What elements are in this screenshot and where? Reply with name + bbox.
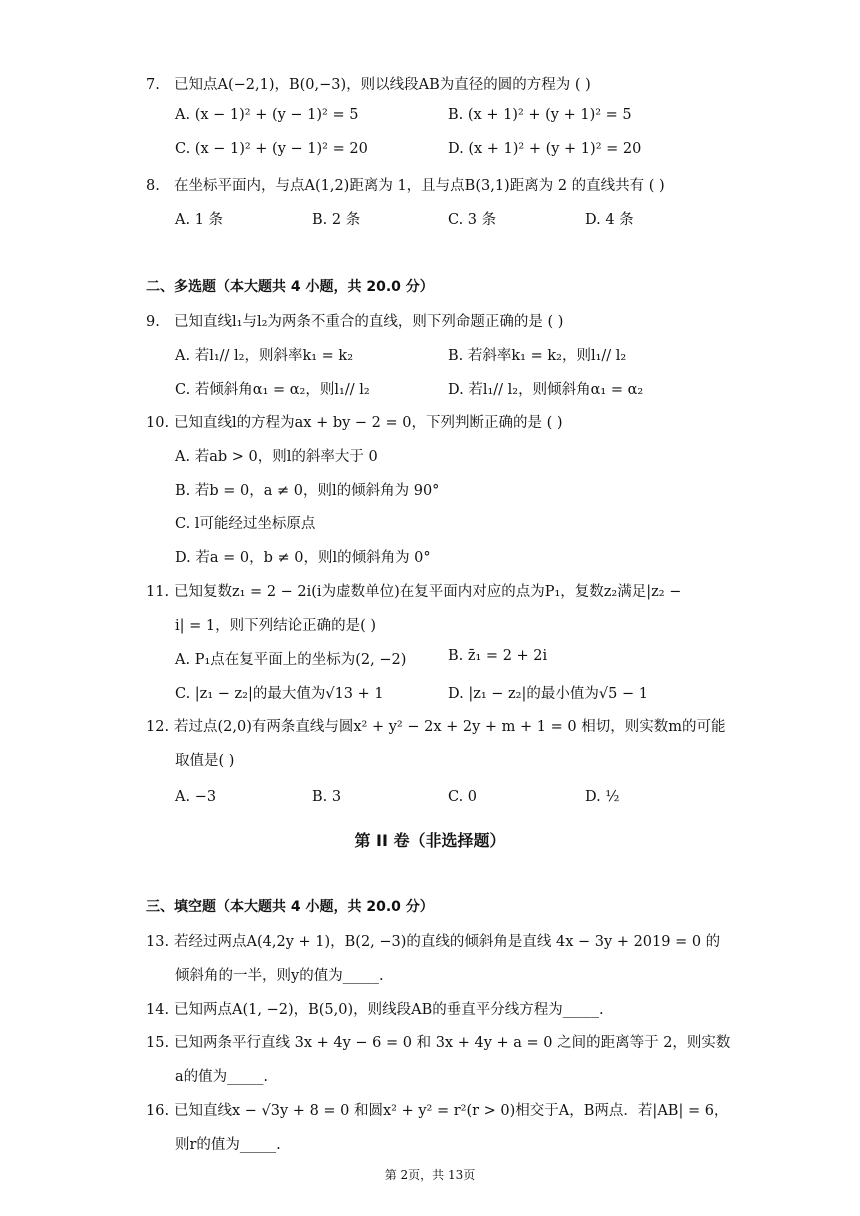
q10-option-a: A. 若ab > 0，则l的斜率大于 0 xyxy=(175,449,378,465)
q8-option-a: A. 1 条 xyxy=(175,212,224,228)
q8-option-b: B. 2 条 xyxy=(312,212,361,228)
question-16-continued: 则r的值为_____. xyxy=(175,1137,281,1153)
question-number: 12. xyxy=(146,719,170,735)
question-stem: 已知直线l的方程为ax + by − 2 = 0，下列判断正确的是 ( ) xyxy=(174,415,563,431)
q7-option-d: D. (x + 1)² + (y + 1)² = 20 xyxy=(448,141,642,157)
section-heading-multiple-choice: 二、多选题（本大题共 4 小题，共 20.0 分） xyxy=(146,279,434,295)
q9-option-c: C. 若倾斜角α₁ = α₂，则l₁// l₂ xyxy=(175,382,370,398)
page-footer: 第 2页，共 13页 xyxy=(384,1168,476,1182)
question-stem: 已知复数z₁ = 2 − 2i(i为虚数单位)在复平面内对应的点为P₁，复数z₂满足|z₂ − xyxy=(174,584,682,600)
q7-option-a: A. (x − 1)² + (y − 1)² = 5 xyxy=(175,107,359,123)
q7-option-c: C. (x − 1)² + (y − 1)² = 20 xyxy=(175,141,368,157)
question-12 xyxy=(146,715,725,736)
question-12-continued: 取值是( ) xyxy=(175,753,235,769)
q12-option-d: D. ½ xyxy=(585,789,620,805)
q10-option-b: B. 若b = 0，a ≠ 0，则l的倾斜角为 90° xyxy=(175,483,440,499)
q12-option-b: B. 3 xyxy=(312,789,342,805)
question-stem: 已知直线l₁与l₂为两条不重合的直线，则下列命题正确的是 ( ) xyxy=(174,314,564,330)
question-7 xyxy=(146,73,591,94)
part-2-title: 第 II 卷（非选择题） xyxy=(354,831,506,850)
question-13-continued: 倾斜角的一半，则y的值为_____. xyxy=(175,968,384,984)
question-stem: 已知点A(−2,1)，B(0,−3)，则以线段AB为直径的圆的方程为 ( ) xyxy=(174,77,591,93)
question-stem: 已知两条平行直线 3x + 4y − 6 = 0 和 3x + 4y + a = 0 之间的距离等于 2，则实数 xyxy=(174,1035,731,1051)
question-11 xyxy=(146,580,681,601)
q11-option-d: D. |z₁ − z₂|的最小值为√5 − 1 xyxy=(448,686,648,702)
question-number: 8. xyxy=(146,178,160,194)
q9-option-d: D. 若l₁// l₂，则倾斜角α₁ = α₂ xyxy=(448,382,644,398)
question-11-continued: i| = 1，则下列结论正确的是( ) xyxy=(175,618,377,634)
q10-option-c: C. l可能经过坐标原点 xyxy=(175,516,316,532)
question-stem: 已知两点A(1, −2)，B(5,0)，则线段AB的垂直平分线方程为_____. xyxy=(174,1002,604,1018)
q10-option-d: D. 若a = 0，b ≠ 0，则l的倾斜角为 0° xyxy=(175,550,431,566)
question-stem: 若经过两点A(4,2y + 1)，B(2, −3)的直线的倾斜角是直线 4x − 3y + 2019 = 0 的 xyxy=(174,934,721,950)
question-number: 7. xyxy=(146,77,160,93)
question-10 xyxy=(146,411,563,432)
q9-option-b: B. 若斜率k₁ = k₂，则l₁// l₂ xyxy=(448,348,627,364)
question-8 xyxy=(146,174,665,195)
q9-option-a: A. 若l₁// l₂，则斜率k₁ = k₂ xyxy=(175,348,354,364)
question-number: 10. xyxy=(146,415,170,431)
q8-option-d: D. 4 条 xyxy=(585,212,634,228)
question-16 xyxy=(146,1099,728,1120)
q11-option-b: B. z̄₁ = 2 + 2i xyxy=(448,648,548,664)
q7-option-b: B. (x + 1)² + (y + 1)² = 5 xyxy=(448,107,632,123)
question-number: 16. xyxy=(146,1103,170,1119)
question-15-continued: a的值为_____. xyxy=(175,1069,269,1085)
question-stem: 在坐标平面内，与点A(1,2)距离为 1，且与点B(3,1)距离为 2 的直线共有 ( ) xyxy=(174,178,665,194)
q8-option-c: C. 3 条 xyxy=(448,212,497,228)
question-number: 14. xyxy=(146,1002,170,1018)
question-number: 13. xyxy=(146,934,170,950)
question-stem: 已知直线x − √3y + 8 = 0 和圆x² + y² = r²(r > 0)相交于A，B两点．若|AB| = 6， xyxy=(174,1103,729,1119)
question-15 xyxy=(146,1031,730,1052)
q12-option-c: C. 0 xyxy=(448,789,478,805)
question-number: 9. xyxy=(146,314,160,330)
q12-option-a: A. −3 xyxy=(175,789,217,805)
question-14 xyxy=(146,998,604,1019)
question-13 xyxy=(146,930,720,951)
question-number: 11. xyxy=(146,584,170,600)
q11-option-c: C. |z₁ − z₂|的最大值为√13 + 1 xyxy=(175,686,384,702)
question-number: 15. xyxy=(146,1035,170,1051)
section-heading-fill-in: 三、填空题（本大题共 4 小题，共 20.0 分） xyxy=(146,899,434,915)
q11-option-a: A. P₁点在复平面上的坐标为(2, −2) xyxy=(175,652,407,668)
question-9 xyxy=(146,310,563,331)
question-stem: 若过点(2,0)有两条直线与圆x² + y² − 2x + 2y + m + 1 = 0 相切，则实数m的可能 xyxy=(174,719,726,735)
